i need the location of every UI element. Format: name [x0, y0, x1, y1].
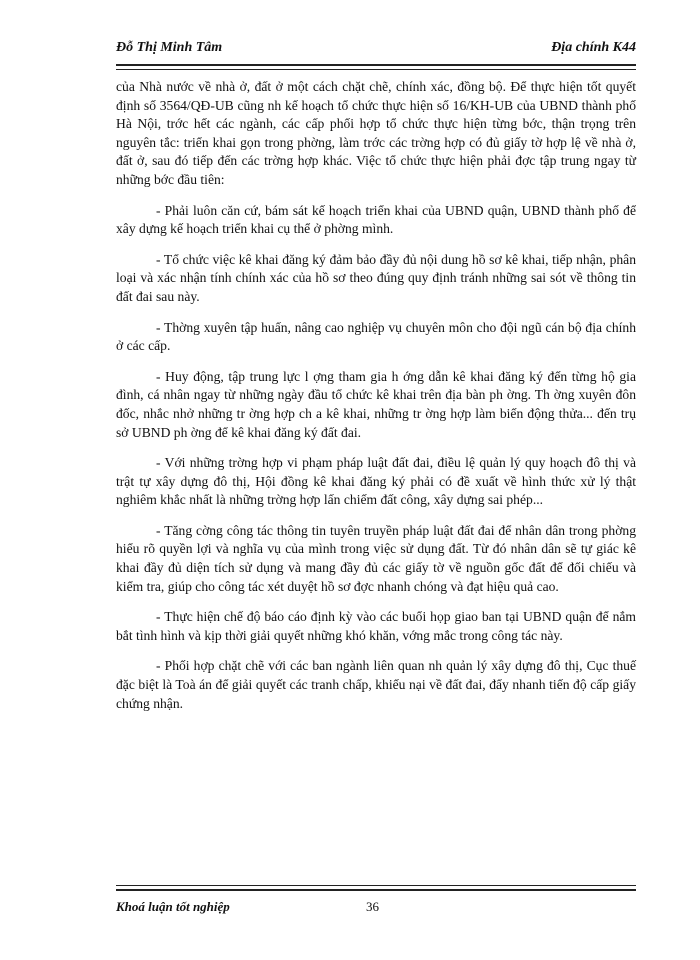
list-item: - Huy động, tập trung lực l ợng tham gia h ớng dẫn kê khai đăng ký đến từng hộ gia đình, cá nhân ngay từ những ngày đầu tổ chức kê khai trên địa bàn ph ờng. Th ờng xuyên đôn đốc, nhắc nhở những tr ờng hợp ch a kê khai, những tr ờng hợp làm biến động thửa... đến trụ sở UBND ph ờng để kê khai đăng ký đất đai. [116, 368, 636, 440]
intro-paragraph: của Nhà nước về nhà ở, đất ở một cách chặt chẽ, chính xác, đồng bộ. Để thực hiện tốt quyết định số 3564/QĐ-UB cũng nh kế hoạch tổ chức thực hiện số 16/KH-UB của UBND thành phố Hà Nội, trớc hết các ngành, các cấp phối hợp tổ chức thực hiện từng bớc, thận trọng trên nguyên tắc: triển khai gọn trong phờng, làm trớc các trờng hợp có đủ giấy tờ hợp lệ về nhà ở, đất ở, sau đó tiếp đến các trờng hợp khác. Việc tổ chức thực hiện phải đợc tập trung ngay từ những bớc đầu tiên: [116, 79, 636, 187]
footer-rule-thick [116, 889, 636, 891]
list-item: - Phải luôn căn cứ, bám sát kế hoạch triển khai của UBND quận, UBND thành phố để xây dựng kế hoạch triển khai cụ thể ở phờng mình. [116, 202, 636, 237]
footer-label: Khoá luận tốt nghiệp [116, 899, 230, 914]
page-header [116, 40, 636, 60]
list-item: - Thờng xuyên tập huấn, nâng cao nghiệp vụ chuyên môn cho đội ngũ cán bộ địa chính ở các cấp. [116, 319, 636, 354]
list-item: - Với những trờng hợp vi phạm pháp luật đất đai, điều lệ quản lý quy hoạch đô thị và trật tự xây dựng đô thị, Hội đồng kê khai đăng ký phải có đề xuất về hình thức xử lý thật nghiêm khắc nhất là những trờng hợp lấn chiếm đất công, xây dựng sai phép... [116, 455, 636, 508]
list-item: - Tăng cờng công tác thông tin tuyên truyền pháp luật đất đai để nhân dân trong phờng hiểu rõ quyền lợi và nghĩa vụ của mình trong việc sử dụng đất. Từ đó nhân dân sẽ tự giác kê khai đầy đủ diện tích sử dụng và mang đầy đủ các giấy tờ về nguồn gốc đất để đối chiếu và kiểm tra, giúp cho công tác xét duyệt hồ sơ đợc nhanh chóng và đạt hiệu quả cao. [116, 522, 636, 594]
header-department: Địa chính K44 [551, 40, 636, 55]
footer-rule-thin [116, 885, 636, 886]
header-rule-thin [116, 69, 636, 70]
list-item: - Tổ chức việc kê khai đăng ký đảm bảo đầy đủ nội dung hồ sơ kê khai, tiếp nhận, phân loại và xác nhận tính chính xác của hồ sơ theo đúng quy định tránh những sai sót về thông tin đất đai sau này. [116, 251, 636, 304]
header-author: Đỗ Thị Minh Tâm [116, 40, 223, 55]
list-item: - Phối hợp chặt chẽ với các ban ngành liên quan nh quản lý xây dựng đô thị, Cục thuế đặc biệt là Toà án để giải quyết các tranh chấp, khiếu nại về đất đai, đẩy nhanh tiến độ cấp giấy chứng nhận. [116, 658, 636, 711]
body-text [116, 78, 636, 725]
header-rule-thick [116, 64, 636, 66]
page-footer [116, 899, 636, 919]
page-number: 36 [366, 899, 379, 914]
list-item: - Thực hiện chế độ báo cáo định kỳ vào các buổi họp giao ban tại UBND quận để nắm bắt tình hình và kịp thời giải quyết những khó khăn, vớng mắc trong công tác này. [116, 609, 636, 643]
